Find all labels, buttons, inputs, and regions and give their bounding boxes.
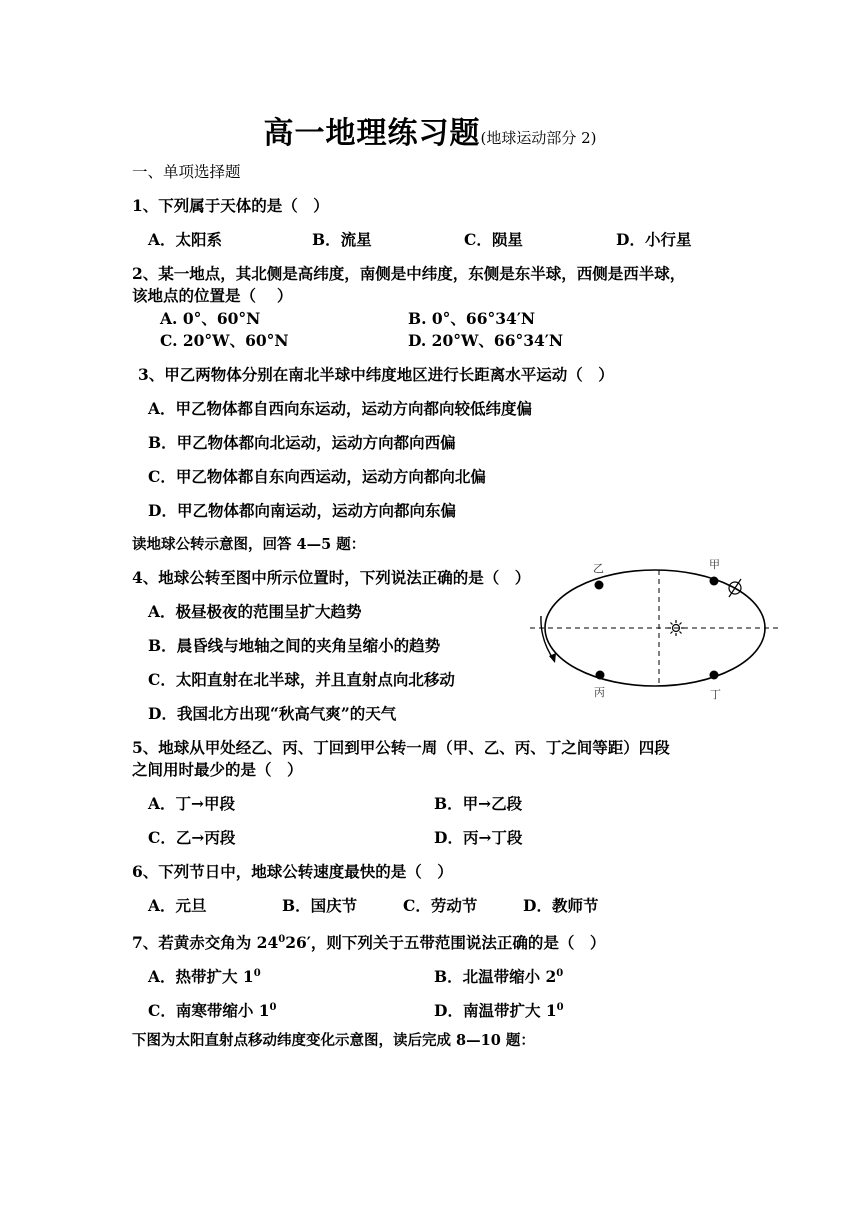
- earth-position-bing: [596, 671, 605, 680]
- title-main: 高一地理练习题: [263, 116, 481, 151]
- label-bing: 丙: [594, 686, 605, 699]
- q4-option-d: D．我国北方出现“秋高气爽”的天气: [148, 704, 397, 723]
- q7-stem-degree: 0: [278, 934, 286, 945]
- q4-option-c: C．太阳直射在北半球，并且直射点向北移动: [148, 670, 455, 689]
- q6-option-d: D．教师节: [523, 896, 599, 915]
- q2-option-a: A. 0°、60°N: [160, 309, 261, 328]
- q3-stem: 3、甲乙两物体分别在南北半球中纬度地区进行长距离水平运动（ ）: [138, 365, 614, 384]
- q7-stem: [132, 930, 605, 953]
- earth-position-ding: [710, 671, 719, 680]
- q4-option-b: B．晨昏线与地轴之间的夹角呈缩小的趋势: [148, 636, 441, 655]
- q1-stem: 1、下列属于天体的是（ ）: [132, 196, 329, 215]
- q5-stem-line1: 5、地球从甲处经乙、丙、丁回到甲公转一周（甲、乙、丙、丁之间等距）四段: [132, 738, 670, 757]
- q3-option-a: A．甲乙物体都自西向东运动，运动方向都向较低纬度偏: [148, 399, 533, 418]
- q5-option-d: D．丙→丁段: [434, 828, 523, 847]
- q6-option-a: A．元旦: [148, 896, 207, 915]
- q4-stem: 4、地球公转至图中所示位置时，下列说法正确的是（ ）: [132, 568, 531, 587]
- page-title: [0, 108, 860, 152]
- q7-stem-pre: 7、若黄赤交角为 24: [132, 933, 279, 952]
- q5-option-a: A．丁→甲段: [148, 794, 236, 813]
- q7-option-a: A．热带扩大 $1^0$: [148, 967, 261, 986]
- reading-instruction-2: 下图为太阳直射点移动纬度变化示意图，读后完成 8—10 题：: [132, 1032, 535, 1049]
- q2-stem-line1: 2、某一地点，其北侧是高纬度，南侧是中纬度，东侧是东半球，西侧是西半球，: [132, 264, 686, 283]
- section-heading: 一、单项选择题: [132, 163, 241, 181]
- label-jia: 甲: [709, 558, 720, 571]
- earth-axis-icon: [729, 579, 741, 597]
- q6-option-c: C．劳动节: [403, 896, 478, 915]
- q7-option-d: D．南温带扩大 $1^0$: [434, 1001, 564, 1020]
- q5-stem-line2: 之间用时最少的是（ ）: [132, 760, 303, 779]
- reading-instruction-1: 读地球公转示意图，回答 4—5 题：: [132, 536, 366, 553]
- q2-stem-line2: 该地点的位置是（ ）: [132, 286, 293, 305]
- q3-option-c: C．甲乙物体都自东向西运动，运动方向都向北偏: [148, 467, 486, 486]
- q4-option-a: A．极昼极夜的范围呈扩大趋势: [148, 602, 362, 621]
- earth-position-yi: [595, 581, 604, 590]
- q3-option-b: B．甲乙物体都向北运动，运动方向都向西偏: [148, 433, 456, 452]
- q7-stem-post: 26′，则下列关于五带范围说法正确的是（ ）: [285, 933, 606, 952]
- q2-option-c: C. 20°W、60°N: [160, 331, 289, 350]
- q6-stem: 6、下列节日中，地球公转速度最快的是（ ）: [132, 862, 453, 881]
- q1-option-a: A．太阳系: [148, 230, 223, 249]
- q5-option-c: C．乙→丙段: [148, 828, 236, 847]
- q5-option-b: B．甲→乙段: [434, 794, 523, 813]
- q3-option-d: D．甲乙物体都向南运动，运动方向都向东偏: [148, 501, 456, 520]
- q7-option-b: B．北温带缩小 $2^0$: [434, 967, 564, 986]
- q1-option-b: B．流星: [312, 230, 372, 249]
- q2-option-b: B. 0°、66°34′N: [408, 309, 536, 328]
- label-yi: 乙: [593, 562, 604, 575]
- q7-option-c: C．南寒带缩小 $1^0$: [148, 1001, 277, 1020]
- q2-option-d: D. 20°W、66°34′N: [408, 331, 564, 350]
- q1-option-d: D．小行星: [616, 230, 692, 249]
- orbit-diagram: [530, 550, 790, 710]
- earth-position-jia: [710, 577, 719, 586]
- label-ding: 丁: [710, 688, 721, 701]
- q1-option-c: C．陨星: [464, 230, 523, 249]
- title-subtitle: (地球运动部分 2): [480, 129, 597, 147]
- q6-option-b: B．国庆节: [282, 896, 358, 915]
